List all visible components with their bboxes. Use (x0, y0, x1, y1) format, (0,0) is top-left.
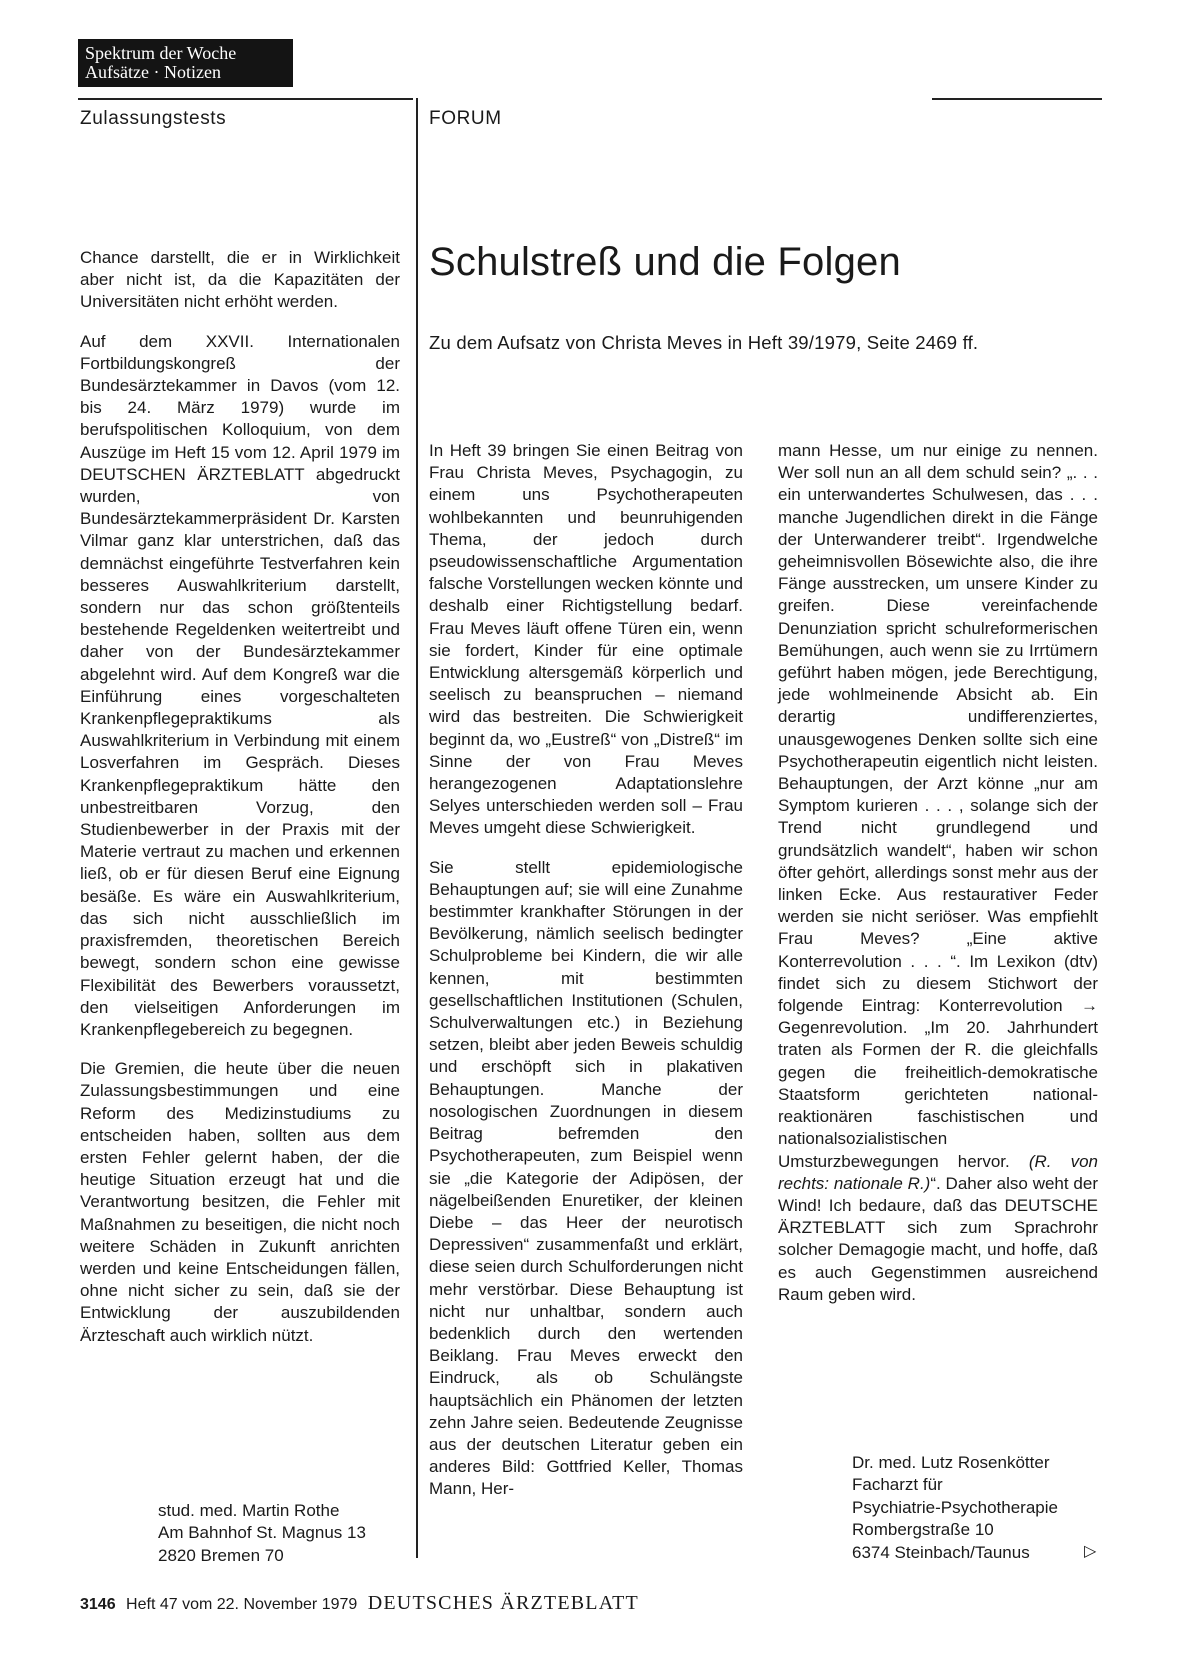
right-header-rule (932, 98, 1102, 100)
signature-line: Facharzt für (852, 1475, 943, 1495)
section-label-forum: FORUM (429, 108, 502, 129)
signature-line: stud. med. Martin Rothe (158, 1501, 340, 1520)
left-paragraph: Chance darstellt, die er in Wirklichkeit aber nicht ist, da die Kapazitäten der Universitäten nicht erhöht werden. (80, 248, 400, 312)
forum-paragraph (778, 440, 1098, 1306)
left-article-column (80, 247, 400, 1347)
section-label-zulassungstests: Zulassungstests (80, 108, 227, 129)
forum-author-signature (852, 1452, 1058, 1564)
left-author-signature (158, 1500, 366, 1567)
signature-line: Dr. med. Lutz Rosenkötter (852, 1453, 1050, 1472)
forum-paragraph: In Heft 39 bringen Sie einen Beitrag von Frau Christa Meves, Psychagogin, zu einem uns Psychotherapeuten wohlbekannten und beunruhigenden Thema, der jedoch durch pseudowissenschaftliche Argumentation falsche Vorstellungen wecken könnte und deshalb einer Richtigstellung bedarf. Frau Meves läuft offene Türen ein, wenn sie fordert, Kinder für eine optimale Entwicklung altersgemäß körperlich und seelisch zu beanspruchen – niemand wird das bestreiten. Die Schwierigkeit beginnt da, wo „Eustreß“ von „Distreß“ im Sinne der von Frau Meves herangezogenen Adaptationslehre Selyes unterschieden werden soll – Frau Meves umgeht diese Schwierigkeit. (429, 441, 743, 838)
signature-line: Rombergstraße 10 (852, 1520, 994, 1540)
forum-text: “. Daher also weht der Wind! Ich bedaure, daß das DEUTSCHE ÄRZTEBLATT sich zum Sprachrohr solcher Demagogie macht, und hoffe, daß es auch Gegenstimmen ausreichend Raum geben wird. (778, 1173, 1098, 1304)
masthead-line-1: Spektrum der Woche (85, 43, 237, 63)
page-footer (80, 1592, 639, 1615)
signature-line: 2820 Bremen 70 (158, 1545, 284, 1565)
left-paragraph: Die Gremien, die heute über die neuen Zulassungsbestimmungen und eine Reform des Medizinstudiums zu entscheiden haben, sollten aus dem ersten Fehler gelernt haben, der die heutige Situation erzeugt hat und die Verantwortung besitzen, die Fehler mit Maßnahmen zu beseitigen, die nicht noch weitere Schäden in Zukunft anrichten werden und keine Entscheidungen fällen, ohne nicht sicher zu sein, daß sie der Entwicklung der auszubildenden Ärzteschaft auch wirklich nützt. (80, 1059, 400, 1345)
page-number: 3146 (80, 1596, 116, 1613)
signature-line: 6374 Steinbach/Taunus (852, 1542, 1030, 1562)
forum-paragraph: Sie stellt epidemiologische Behauptungen auf; sie will eine Zunahme bestimmter krankhafter Störungen in der Bevölkerung, nämlich seelisch bedingter Schulprobleme bei Kindern, die wir alle kennen, mit bestimmten gesellschaftlichen Institutionen (Schulen, Schulverwaltungen etc.) in Beziehung setzen, bleibt aber jeden Beweis schuldig und erschöpft sich in plakativen Behauptungen. Manche der nosologischen Zuordnungen in diesem Beitrag befremden den Psychotherapeuten, zum Beispiel wenn sie „die Kategorie der Adipösen, der nägelbeißenden Enuretiker, der kleinen Diebe – das Heer der neurotisch Depressiven“ zusammenfaßt und erklärt, diese seien durch Schulforderungen nicht mehr verstörbar. Diese Behauptung ist nicht nur unhaltbar, sondern auch bedenklich durch den wertenden Beiklang. Frau Meves erweckt den Eindruck, als ob Schulängste hauptsächlich ein Phänomen der letzten zehn Jahre seien. Bedeutende Zeugnisse aus der deutschen Literatur geben ein anderes Bild: Gottfried Keller, Thomas Mann, Her- (429, 857, 743, 1499)
continue-arrow-icon: ▷ (1084, 1543, 1097, 1560)
column-divider (416, 98, 418, 1558)
forum-column-2 (778, 440, 1098, 1306)
forum-text: mann Hesse, um nur einige zu nennen. Wer soll nun an all dem schuld sein? „. . . ein unterwandertes Schulwesen, das . . . manche Jugendlichen direkt in die Fänge der Unterwanderer treibt“. Irgendwelche geheimnisvollen Bösewichte also, die ihre Fänge ausstrecken, um unsere Kinder zu greifen. Diese vereinfachende Denunziation spricht schulreformerischen Bemühungen, auch wenn sie zu Irrtümern geführt haben mögen, jede Berechtigung, jede wohlmeinende Absicht ab. Ein derartig undifferenziertes, unausgewogenes Denken sollte sich eine Psychotherapeutin eigentlich nicht leisten. Behauptungen, der Arzt könne „nur am Symptom kurieren . . . , solange sich der Trend nicht grundlegend und grundsätzlich wandelt“, haben wir schon öfter gehört, allerdings sonst mehr aus der linken Ecke. Aus restaurativer Feder werden sie nicht seriöser. Was empfiehlt Frau Meves? „Eine aktive Konterrevolution . . . “. Im Lexikon (dtv) findet sich zu diesem Stichwort der folgende Eintrag: Konterrevolution → Gegenrevolution. „Im 20. Jahrhundert traten als Formen der R. die gleichfalls gegen die freiheitlich-demokratische Staatsform gerichteten national-reaktionären faschistischen und nationalsozialistischen Umsturzbewegungen hervor. (778, 441, 1098, 1171)
forum-column-1 (429, 440, 743, 1501)
article-subheadline: Zu dem Aufsatz von Christa Meves in Heft 39/1979, Seite 2469 ff. (429, 332, 979, 353)
publication-name: DEUTSCHES ÄRZTEBLATT (367, 1592, 639, 1614)
signature-line: Psychiatrie-Psychotherapie (852, 1497, 1058, 1517)
masthead-line-2: Aufsätze · Notizen (85, 62, 221, 82)
section-masthead (78, 39, 293, 87)
left-paragraph: Auf dem XXVII. Internationalen Fortbildungskongreß der Bundesärztekammer in Davos (vom 12. bis 24. März 1979) wurde im berufspolitischen Kolloquium, von dem Auszüge im Heft 15 vom 12. April 1979 im DEUTSCHEN ÄRZTEBLATT abgedruckt wurden, von Bundesärztekammerpräsident Dr. Karsten Vilmar ganz klar unterstrichen, daß das demnächst eingeführte Testverfahren kein besseres Auswahlkriterium darstellt, sondern nur das schon größtenteils bestehende Regeldenken weitertreibt und daher von der Bundesärztekammer abgelehnt wird. Auf dem Kongreß war die Einführung eines vorgeschalteten Krankenpflegepraktikums als Auswahlkriterium in Verbindung mit einem Losverfahren im Gespräch. Dieses Krankenpflegepraktikum hätte den unbestreitbaren Vorzug, den Studienbewerber in der Praxis mit der Materie vertraut zu machen und erkennen ließ, ob er für diesen Beruf eine Eignung besäße. Es wäre ein Auswahlkriterium, das sich nicht ausschließlich im praxisfremden, theoretischen Bereich bewegt, sondern schon eine gewisse Flexibilität des Bewerbers voraussetzt, den vielseitigen Anforderungen im Krankenpflegebereich zu begegnen. (80, 331, 400, 1039)
left-header-rule (78, 98, 413, 100)
signature-line: Am Bahnhof St. Magnus 13 (158, 1523, 366, 1543)
forum-italic-note: (R. von rechts: nationale R.) (778, 1151, 1098, 1193)
article-headline: Schulstreß und die Folgen (429, 240, 901, 284)
issue-info: Heft 47 vom 22. November 1979 (126, 1596, 358, 1613)
